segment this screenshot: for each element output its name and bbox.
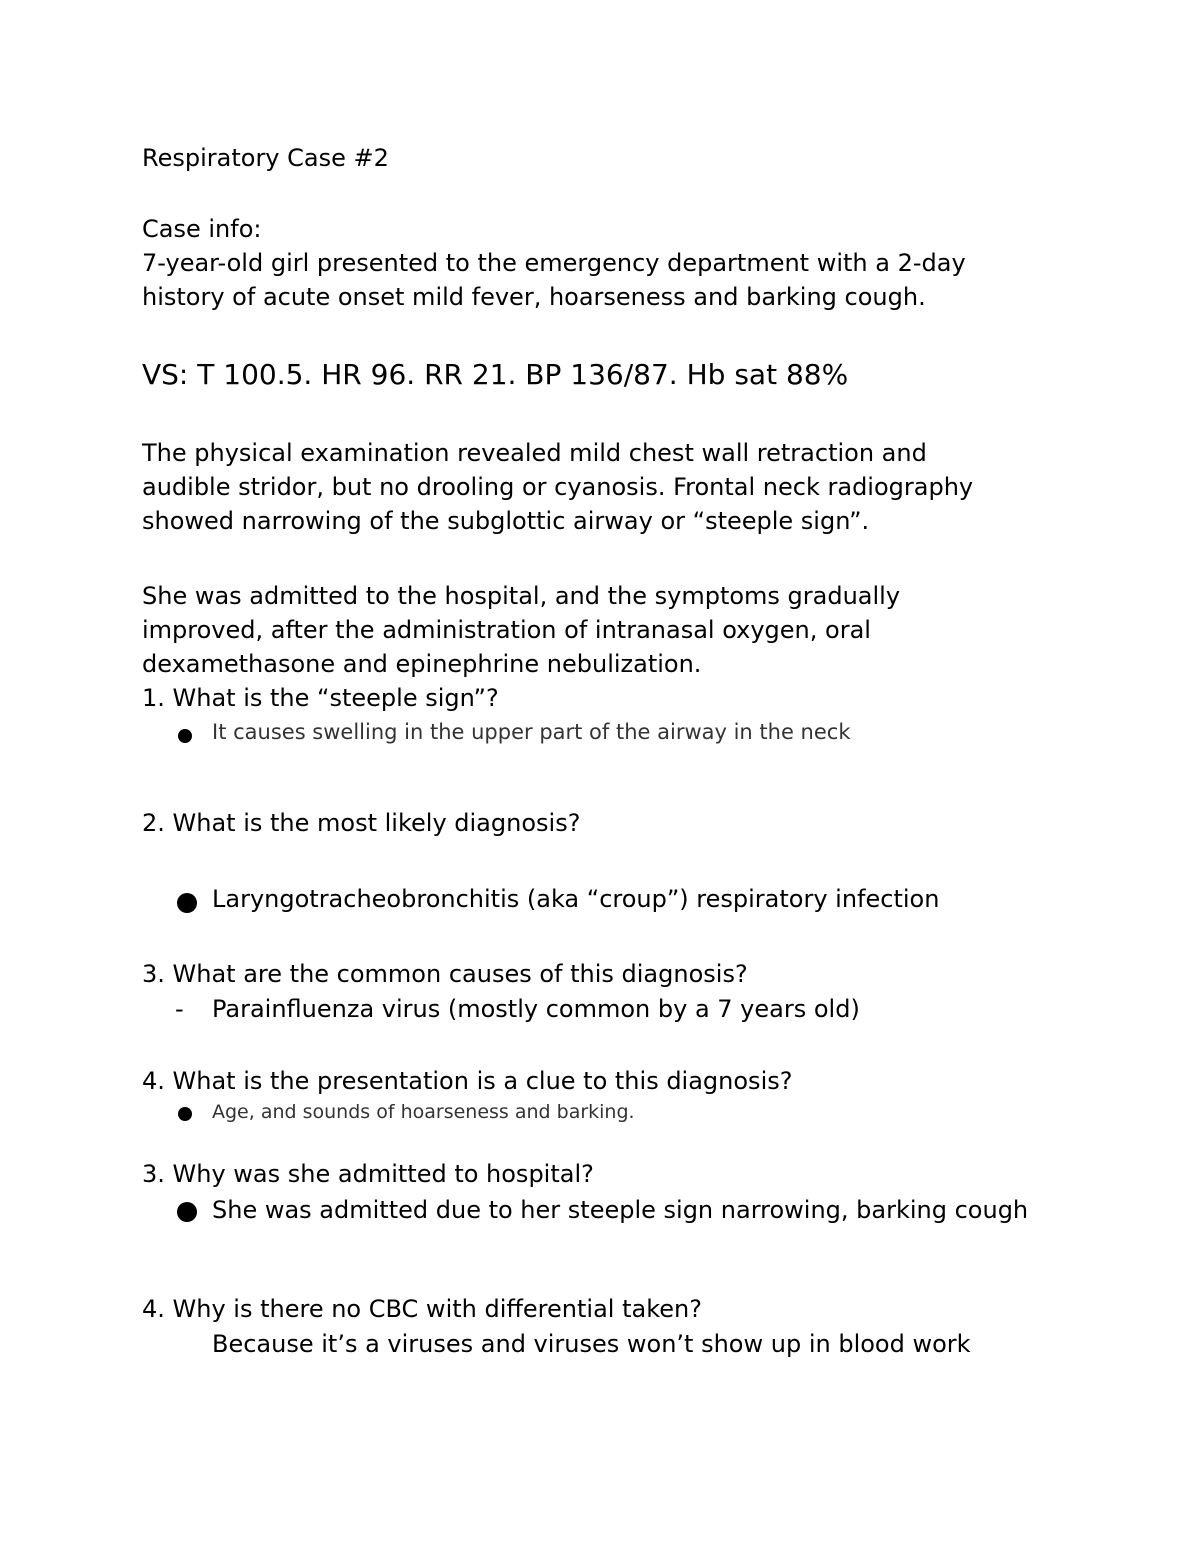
answer-5: She was admitted due to her steeple sign narrowing, barking cough xyxy=(212,1196,1029,1224)
exam-line: showed narrowing of the subglottic airway or “steeple sign”. xyxy=(142,507,870,535)
case-info-line: history of acute onset mild fever, hoarseness and barking cough. xyxy=(142,283,926,311)
answer-6: Because it’s a viruses and viruses won’t show up in blood work xyxy=(212,1330,971,1358)
question-5: 3. Why was she admitted to hospital? xyxy=(142,1160,594,1188)
bullet-icon xyxy=(178,729,192,743)
document-title: Respiratory Case #2 xyxy=(142,144,389,172)
answer-3: Parainfluenza virus (mostly common by a 7 years old) xyxy=(212,995,860,1023)
vital-signs: VS: T 100.5. HR 96. RR 21. BP 136/87. Hb sat 88% xyxy=(142,358,849,391)
case-info-label: Case info: xyxy=(142,215,262,243)
bullet-icon xyxy=(177,893,197,913)
question-2: 2. What is the most likely diagnosis? xyxy=(142,809,581,837)
question-3: 3. What are the common causes of this diagnosis? xyxy=(142,960,748,988)
answer-4: Age, and sounds of hoarseness and barking. xyxy=(212,1101,635,1123)
admission-line: dexamethasone and epinephrine nebulization. xyxy=(142,650,702,678)
question-1: 1. What is the “steeple sign”? xyxy=(142,684,499,712)
answer-1: It causes swelling in the upper part of the airway in the neck xyxy=(212,720,851,744)
answer-2: Laryngotracheobronchitis (aka “croup”) respiratory infection xyxy=(212,885,940,913)
case-info-line: 7-year-old girl presented to the emergency department with a 2-day xyxy=(142,249,966,277)
admission-line: She was admitted to the hospital, and the symptoms gradually xyxy=(142,582,901,610)
admission-line: improved, after the administration of intranasal oxygen, oral xyxy=(142,616,871,644)
question-4: 4. What is the presentation is a clue to this diagnosis? xyxy=(142,1067,793,1095)
question-6: 4. Why is there no CBC with differential taken? xyxy=(142,1295,702,1323)
dash-marker: - xyxy=(175,995,184,1023)
bullet-icon xyxy=(177,1202,197,1222)
exam-line: audible stridor, but no drooling or cyanosis. Frontal neck radiography xyxy=(142,473,974,501)
exam-line: The physical examination revealed mild chest wall retraction and xyxy=(142,439,927,467)
bullet-icon xyxy=(178,1107,192,1121)
